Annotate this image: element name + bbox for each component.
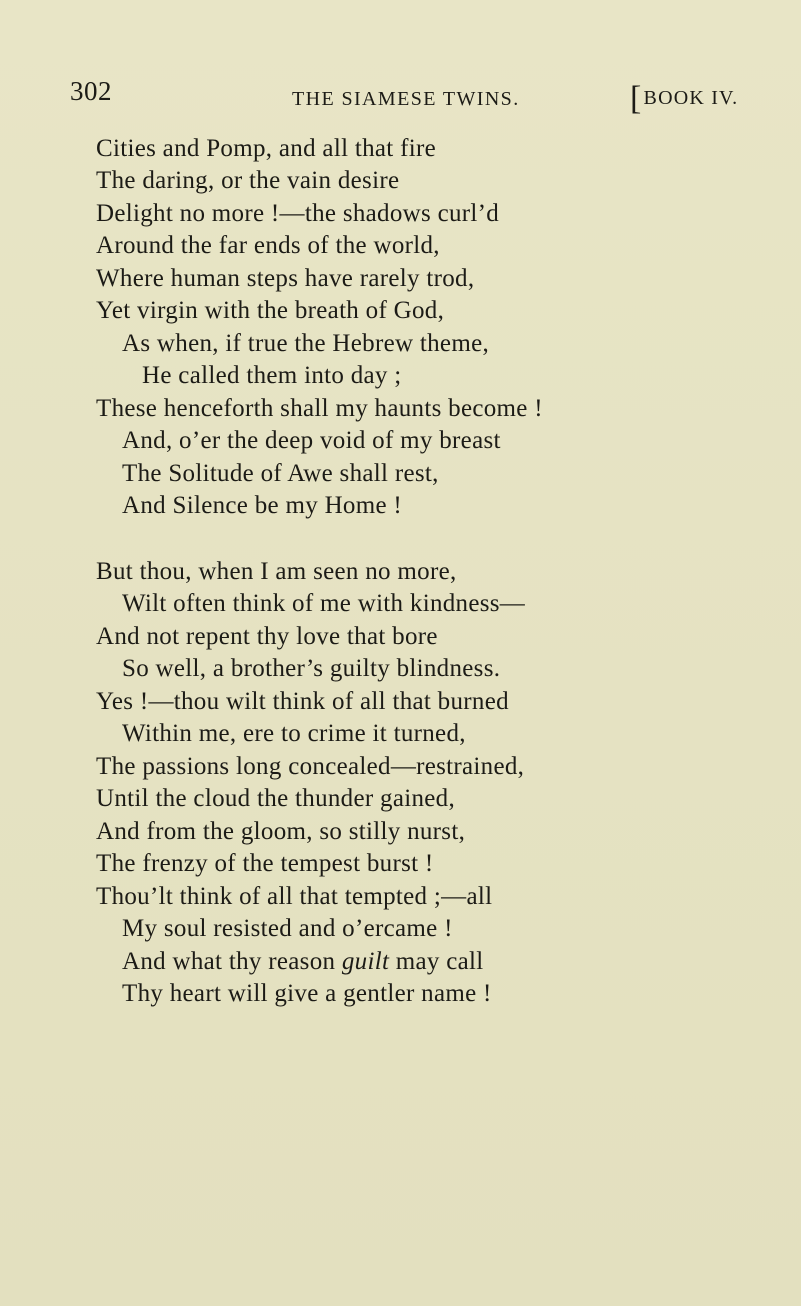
poem-line: Delight no more !—the shadows curl’d [96,200,500,227]
poem-line: So well, a brother’s guilty blindness. [122,655,501,682]
section-marker [630,80,738,118]
section-label: BOOK IV. [643,87,739,109]
poem-line: Wilt often think of me with kindness— [122,590,526,617]
poem-line: Where human steps have rarely trod, [96,265,475,292]
running-title: THE SIAMESE TWINS. [292,88,520,110]
poem-line: The frenzy of the tempest burst ! [96,850,434,877]
poem-line: My soul resisted and o’ercame ! [122,915,453,942]
poem-line: Thy heart will give a gentler name ! [122,980,492,1007]
page-number: 302 [70,76,112,106]
poem-line [122,948,484,976]
poem-line: Until the cloud the thunder gained, [96,785,456,812]
poem-line: As when, if true the Hebrew theme, [122,330,490,357]
poem-line-text: may call [395,948,484,975]
poem-line: He called them into day ; [142,362,402,389]
poem-emphasis: guilt [341,948,390,975]
poem-line: Cities and Pomp, and all that fire [96,135,436,162]
poem-line: Yet virgin with the breath of God, [96,297,445,324]
poem-line: The Solitude of Awe shall rest, [122,460,439,487]
poem-line: The passions long concealed—restrained, [96,753,525,780]
poem-line: Thou’lt think of all that tempted ;—all [96,883,493,910]
poem-line: Within me, ere to crime it turned, [122,720,466,747]
poem-line: And Silence be my Home ! [122,492,403,519]
poem-line: But thou, when I am seen no more, [96,558,457,585]
poem-line: And from the gloom, so stilly nurst, [96,818,466,845]
poem-line: Around the far ends of the world, [96,232,440,259]
poem-line: The daring, or the vain desire [96,167,400,194]
poem-line: These henceforth shall my haunts become ! [96,395,543,422]
poem-line-text: And what thy reason [122,948,336,975]
poem-line: Yes !—thou wilt think of all that burned [96,688,509,715]
poem-line: And not repent thy love that bore [96,623,438,650]
section-bracket: [ [630,80,643,117]
poem-line: And, o’er the deep void of my breast [122,427,501,454]
